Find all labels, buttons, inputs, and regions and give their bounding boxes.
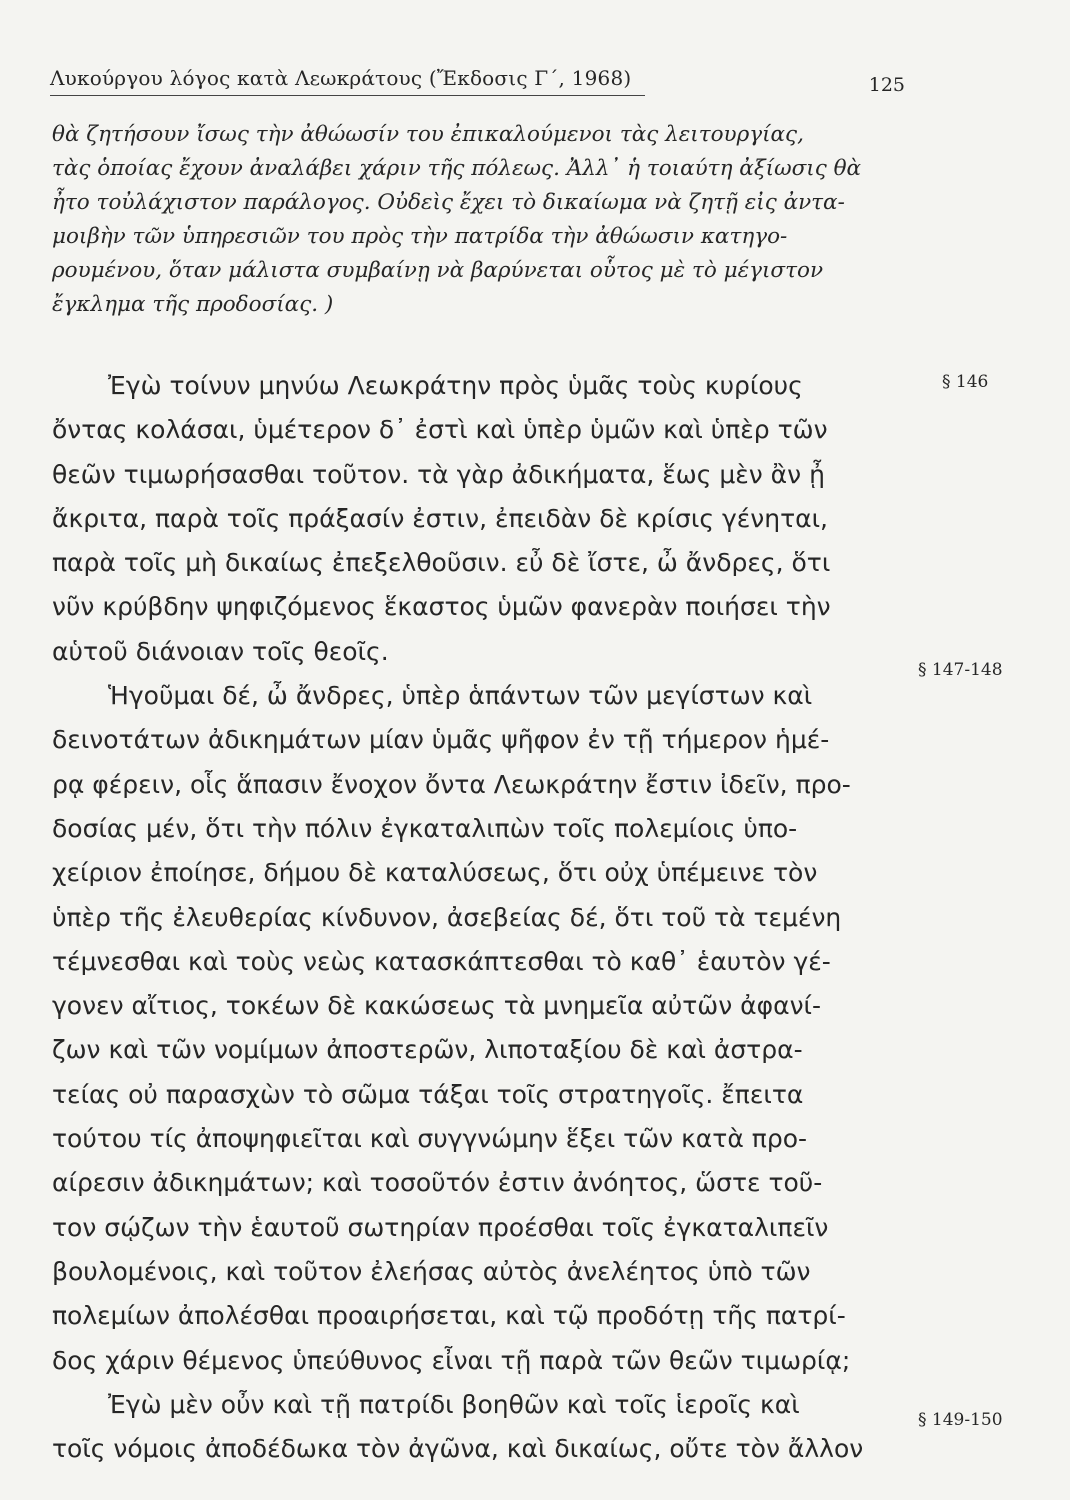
text-line: χείριον ἐποίησε, δήμου δὲ καταλύσεως, ὅτι οὐχ ὑπέμεινε τὸν bbox=[52, 858, 818, 888]
text-line: τον σῴζων τὴν ἑαυτοῦ σωτηρίαν προέσθαι τοῖς ἐγκαταλιπεῖν bbox=[52, 1212, 829, 1242]
text-line: ἄκριτα, παρὰ τοῖς πράξασίν ἐστιν, ἐπειδὰν δὲ κρίσις γένηται, bbox=[52, 503, 829, 533]
page-number: 125 bbox=[868, 74, 905, 96]
text-line: ζων καὶ τῶν νομίμων ἀποστερῶν, λιποταξίου δὲ καὶ ἀστρα- bbox=[52, 1035, 803, 1065]
text-line: ὄντας κολάσαι, ὑμέτερον δ᾽ ἐστὶ καὶ ὑπὲρ ὑμῶν καὶ ὑπὲρ τῶν bbox=[52, 415, 828, 445]
text-line: νῦν κρύβδην ψηφιζόμενος ἕκαστος ὑμῶν φανερὰν ποιήσει τὴν bbox=[52, 592, 831, 622]
running-title: Λυκούργου λόγος κατὰ Λεωκράτους (Ἔκδοσις Γ΄, 1968) bbox=[50, 66, 632, 90]
text-line: πολεμίων ἀπολέσθαι προαιρήσεται, καὶ τῷ προδότῃ τῆς πατρί- bbox=[52, 1301, 846, 1331]
note-line: θὰ ζητήσουν ἴσως τὴν ἀθώωσίν του ἐπικαλούμενοι τὰς λειτουργίας, bbox=[52, 122, 804, 147]
text-line-content: Ἐγὼ μὲν οὖν καὶ τῇ πατρίδι βοηθῶν καὶ τοῖς ἱεροῖς καὶ bbox=[108, 1389, 800, 1419]
text-line-content: Ἡγοῦμαι δέ, ὦ ἄνδρες, ὑπὲρ ἁπάντων τῶν μεγίστων καὶ bbox=[108, 681, 813, 711]
text-line: τείας οὐ παρασχὼν τὸ σῶμα τάξαι τοῖς στρατηγοῖς. ἔπειτα bbox=[52, 1079, 804, 1109]
running-header bbox=[50, 60, 905, 96]
text-line bbox=[52, 364, 912, 408]
text-line: τούτου τίς ἀποψηφιεῖται καὶ συγγνώμην ἕξει τῶν κατὰ προ- bbox=[52, 1124, 808, 1154]
text-line: ρᾳ φέρειν, οἷς ἅπασιν ἔνοχον ὄντα Λεωκράτην ἔστιν ἰδεῖν, προ- bbox=[52, 769, 851, 799]
text-line: θεῶν τιμωρήσασθαι τοῦτον. τὰ γὰρ ἀδικήματα, ἕως μὲν ἂν ᾖ bbox=[52, 459, 825, 489]
note-line: μοιβὴν τῶν ὑπηρεσιῶν του πρὸς τὴν πατρίδα τὴν ἀθώωσιν κατηγο- bbox=[52, 224, 788, 249]
text-line: δεινοτάτων ἀδικημάτων μίαν ὑμᾶς ψῆφον ἐν τῇ τήμερον ἡμέ- bbox=[52, 725, 830, 755]
note-line: ἦτο τοὐλάχιστον παράλογος. Οὐδεὶς ἔχει τὸ δικαίωμα νὰ ζητῇ εἰς ἀντα- bbox=[52, 190, 845, 215]
text-line bbox=[52, 1383, 912, 1427]
text-line: γονεν αἴτιος, τοκέων δὲ κακώσεως τὰ μνημεῖα αὐτῶν ἀφανί- bbox=[52, 991, 822, 1021]
text-line: βουλομένοις, καὶ τοῦτον ἐλεήσας αὐτὸς ἀνελέητος ὑπὸ τῶν bbox=[52, 1256, 811, 1286]
text-line-content: Ἐγὼ τοίνυν μηνύω Λεωκράτην πρὸς ὑμᾶς τοὺς κυρίους bbox=[108, 371, 803, 400]
section-ref-147-148: § 147-148 bbox=[918, 660, 1003, 680]
note-line: ἔγκλημα τῆς προδοσίας. ) bbox=[52, 292, 334, 317]
section-ref-146: § 146 bbox=[942, 372, 989, 392]
text-line: τοῖς νόμοις ἀποδέδωκα τὸν ἀγῶνα, καὶ δικαίως, οὔτε τὸν ἄλλον bbox=[52, 1434, 864, 1464]
note-line: ρουμένου, ὅταν μάλιστα συμβαίνῃ νὰ βαρύνεται οὗτος μὲ τὸ μέγιστον bbox=[52, 258, 824, 283]
note-line: τὰς ὁποίας ἔχουν ἀναλάβει χάριν τῆς πόλεως. Ἀλλ᾽ ἡ τοιαύτη ἀξίωσις θὰ bbox=[52, 156, 862, 181]
greek-text bbox=[52, 364, 912, 1471]
text-line: δοσίας μέν, ὅτι τὴν πόλιν ἐγκαταλιπὼν τοῖς πολεμίοις ὑπο- bbox=[52, 813, 798, 843]
header-rule bbox=[50, 95, 645, 96]
text-line: αίρεσιν ἀδικημάτων; καὶ τοσοῦτόν ἐστιν ἀνόητος, ὥστε τοῦ- bbox=[52, 1168, 823, 1198]
section-ref-149-150: § 149-150 bbox=[918, 1410, 1003, 1430]
text-line: δος χάριν θέμενος ὑπεύθυνος εἶναι τῇ παρὰ τῶν θεῶν τιμωρίᾳ; bbox=[52, 1345, 851, 1375]
text-line: παρὰ τοῖς μὴ δικαίως ἐπεξελθοῦσιν. εὖ δὲ ἴστε, ὦ ἄνδρες, ὅτι bbox=[52, 548, 831, 578]
text-line: τέμνεσθαι καὶ τοὺς νεὼς κατασκάπτεσθαι τὸ καθ᾽ ἑαυτὸν γέ- bbox=[52, 946, 831, 976]
text-line: αὑτοῦ διάνοιαν τοῖς θεοῖς. bbox=[52, 636, 389, 666]
text-line: ὑπὲρ τῆς ἐλευθερίας κίνδυνον, ἀσεβείας δέ, ὅτι τοῦ τὰ τεμένη bbox=[52, 902, 842, 932]
text-line bbox=[52, 674, 912, 718]
translation-note bbox=[52, 118, 902, 322]
